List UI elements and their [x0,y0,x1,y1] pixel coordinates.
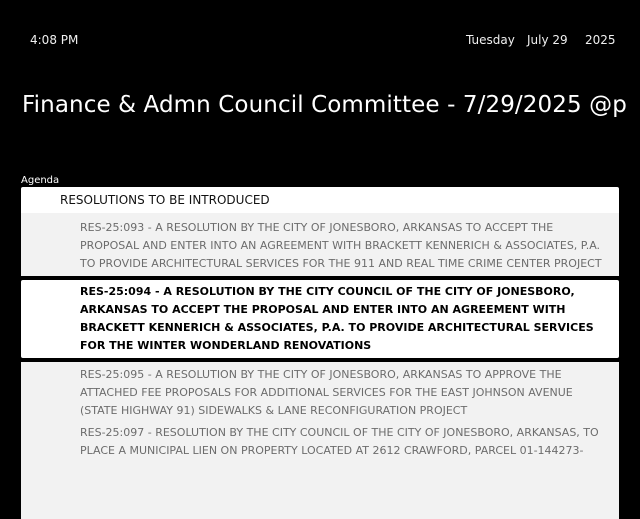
clock-time: 4:08 PM [30,33,79,47]
agenda-item-group[interactable] [21,362,619,519]
meeting-title: Finance & Admn Council Committee - 7/29/2025 @p [22,92,627,118]
agenda-item-res-25-093[interactable] [21,213,619,276]
agenda-item-text: RES-25:094 - A RESOLUTION BY THE CITY COUNCIL OF THE CITY OF JONESBORO, ARKANSAS TO ACCEPT THE PROPOSAL AND ENTER INTO AN AGREEMENT WITH BRACKETT KENNERICH & ASSOCIATES, P.A. TO PROVIDE ARCHITECTURAL SERVICES FOR THE WINTER WONDERLAND RENOVATIONS [80,285,594,352]
weekday: Tuesday [466,33,515,47]
year: 2025 [585,33,616,47]
month-day: July 29 [527,33,568,47]
agenda-item-res-25-095[interactable]: RES-25:095 - A RESOLUTION BY THE CITY OF JONESBORO, ARKANSAS TO APPROVE THE ATTACHED FEE PROPOSALS FOR ADDITIONAL SERVICES FOR THE EAST JOHNSON AVENUE (STATE HIGHWAY 91) SIDEWALKS & LANE RECONFIGURATION PROJECT [80,368,573,417]
agenda-item-res-25-097[interactable]: RES-25:097 - RESOLUTION BY THE CITY COUNCIL OF THE CITY OF JONESBORO, ARKANSAS, TO PLACE A MUNICIPAL LIEN ON PROPERTY LOCATED AT 2612 CRAWFORD, PARCEL 01-144273- [80,426,599,457]
section-header: RESOLUTIONS TO BE INTRODUCED [21,187,619,213]
agenda-label: Agenda [21,175,60,186]
agenda-list[interactable] [21,187,619,457]
agenda-item-res-25-094[interactable] [21,280,619,358]
agenda-item-text: RES-25:093 - A RESOLUTION BY THE CITY OF JONESBORO, ARKANSAS TO ACCEPT THE PROPOSAL AND ENTER INTO AN AGREEMENT WITH BRACKETT KENNERICH & ASSOCIATES, P.A. TO PROVIDE ARCHITECTURAL SERVICES FOR THE 911 AND REAL TIME CRIME CENTER PROJECT [80,221,602,270]
status-bar [0,33,640,49]
